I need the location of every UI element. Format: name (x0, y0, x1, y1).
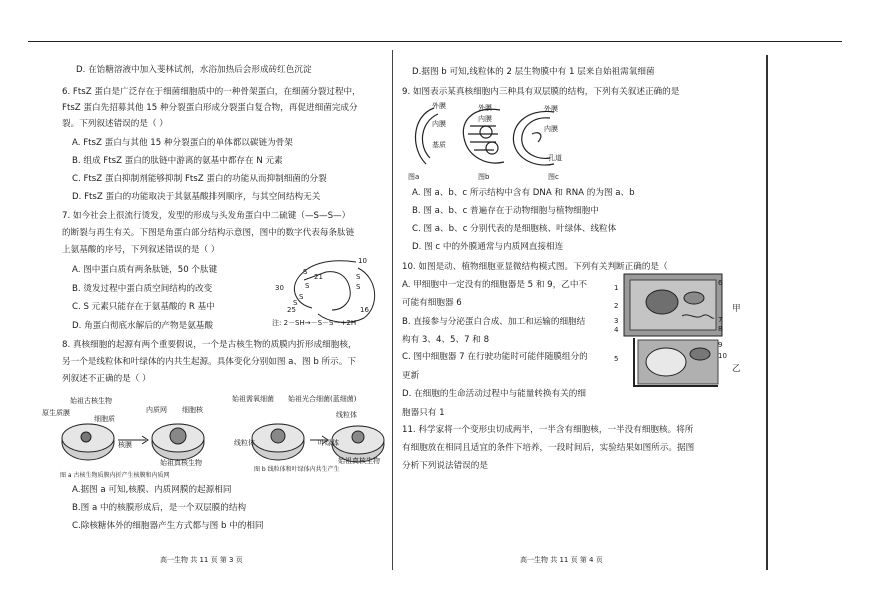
q6-option-c: C. FtsZ 蛋白抑制剂能够抑制 FtsZ 蛋白的功能从而抑制细菌的分裂 (72, 174, 327, 184)
q10-option-b: B. 直接参与分泌蛋白合成、加工和运输的细胞结 (402, 317, 586, 327)
structure-2-label: 2 (614, 302, 619, 310)
structure-3-label: 3 (614, 317, 619, 325)
cell-jia-label: 甲 (732, 304, 741, 314)
fig9a-matrix-label: 基质 (432, 141, 446, 149)
sulfur-atom: S (299, 293, 304, 301)
fig9c-caption: 图c (548, 173, 559, 181)
q7-option-a: A. 图中蛋白质有两条肽链，50 个肽键 (72, 265, 218, 275)
q8-option-d: D.据图 b 可知,线粒体的 2 层生物膜中有 1 层来自始祖需氧细菌 (412, 67, 655, 77)
fig9b-outer-membrane-label: 外膜 (478, 104, 492, 112)
q6-stem-2: FtsZ 蛋白先招募其他 15 种分裂蛋白形成分裂蛋白复合物，再促进细菌完成分 (62, 103, 358, 113)
fig9a-caption: 图a (408, 173, 420, 181)
residue-25: 25 (287, 306, 296, 314)
top-rule (28, 41, 842, 42)
keratin-chains (268, 256, 388, 326)
structure-10-label: 10 (718, 352, 727, 360)
fig-b-eukaryote-label: 始祖真核生物 (338, 457, 380, 465)
fig-a-er-label: 内质网 (146, 406, 167, 414)
q10-option-c: C. 图中细胞器 7 在行驶功能时可能伴随膜组分的 (402, 352, 588, 362)
structure-9-label: 9 (718, 341, 723, 349)
fig9a-outer-membrane-label: 外膜 (432, 102, 446, 110)
q9-option-d: D. 图 c 中的外膜通常与内质网直接相连 (412, 242, 564, 252)
fig9a-inner-membrane-label: 内膜 (432, 120, 446, 128)
structure-5-label: 5 (614, 355, 619, 363)
q6-stem: 6. FtsZ 蛋白是广泛存在于细菌细胞质中的一种骨架蛋白，在细菌分裂过程中， (62, 87, 361, 97)
q9-option-b: B. 图 a、b、c 普遍存在于动物细胞与植物细胞中 (412, 206, 599, 216)
fig-a-nuclear-envelope-label: 核膜 (118, 441, 132, 449)
q10-option-a: A. 甲细胞中一定没有的细胞器是 5 和 9，乙中不 (402, 280, 588, 290)
keratin-note: 注: 2－SH→－S－S－+2H (272, 319, 357, 327)
fig-b-caption: 图 b 线粒体和叶绿体内共生产生 (254, 466, 340, 473)
q9-option-a: A. 图 a、b、c 所示结构中含有 DNA 和 RNA 的为图 a、b (412, 188, 635, 198)
sulfur-atom: S (293, 299, 298, 307)
q8-option-b: B.图 a 中的核膜形成后，是一个双层膜的结构 (72, 503, 247, 513)
structure-8-label: 8 (718, 325, 723, 333)
left-footer: 高一生物 共 11 页 第 3 页 (160, 556, 243, 564)
sulfur-atom: S (356, 283, 361, 291)
q7-option-b: B. 烫发过程中蛋白质空间结构的改变 (72, 284, 213, 294)
q10-stem: 10. 如图是动、植物细胞亚显微结构模式图。下列有关判断正确的是（ (402, 262, 668, 272)
fig-a-archaea-label: 始祖古核生物 (70, 397, 112, 405)
structure-1-label: 1 (614, 284, 619, 292)
fig-a-eukaryote-label: 始祖真核生物 (160, 459, 202, 467)
fig9b-caption: 图b (478, 173, 490, 181)
fig9c-pore-label: 孔道 (548, 154, 562, 162)
residue-10: 10 (358, 257, 367, 265)
q11-stem: 11. 科学家将一个变形虫切成两半，一半含有细胞核，一半没有细胞核。将所 (402, 425, 694, 435)
q8-stem: 8. 真核细胞的起源有两个重要假说，一个是古核生物的质膜内折形成细胞核， (62, 340, 357, 350)
structure-7-label: 7 (718, 316, 723, 324)
fig-b-cyanobacteria-label: 始祖光合细菌(蓝细菌) (288, 395, 357, 403)
q6-option-b: B. 组成 FtsZ 蛋白的肽链中游离的氨基中都存在 N 元素 (72, 156, 283, 166)
q7-option-c: C. S 元素只能存在于氨基酸的 R 基中 (72, 302, 215, 312)
q5-option-d: D. 在饴糖溶液中加入斐林试剂，水浴加热后会形成砖红色沉淀 (76, 65, 312, 75)
cell-yi-label: 乙 (732, 364, 741, 374)
fig-a-caption: 图 a 古核生物质膜内折产生核膜和内质网 (60, 472, 170, 479)
fig9c-inner-membrane-label: 内膜 (544, 125, 558, 133)
fig9b-inner-membrane-label: 内膜 (478, 115, 492, 123)
q8-stem-2: 另一个是线粒体和叶绿体的内共生起源。具体变化分别如图 a、图 b 所示。下 (62, 357, 356, 367)
q7-stem-2: 的断裂与再生有关。下图是角蛋白部分结构示意图，图中的数字代表每条肽链 (62, 228, 355, 238)
q6-stem-3: 裂。下列叙述错误的是（ ） (62, 119, 168, 129)
q6-option-d: D. FtsZ 蛋白的功能取决于其氨基酸排列顺序，与其空间结构无关 (72, 192, 321, 202)
cell-drawing (622, 272, 724, 390)
q10-option-d: D. 在细胞的生命活动过程中与能量转换有关的细 (402, 389, 586, 399)
q7-stem: 7. 如今社会上很流行烫发，发型的形成与头发角蛋白中二硫键（—S—S—） (62, 211, 351, 221)
q10-option-b-2: 构有 3、4、5、7 和 8 (402, 335, 490, 345)
fig-a-plasma-membrane-label: 原生质膜 (42, 409, 70, 417)
q11-stem-3: 分析下列说法错误的是 (402, 461, 488, 471)
page-divider (392, 50, 393, 570)
fig-b-aerobe-label: 始祖需氧细菌 (232, 395, 274, 403)
q7-stem-3: 上氨基酸的序号，下列叙述错误的是（ ） (62, 245, 220, 255)
q10-option-a-2: 可能有细胞器 6 (402, 298, 462, 308)
fig-b-chloroplast-label: 叶绿体 (318, 439, 339, 447)
q9-stem: 9. 如图表示某真核细胞内三种具有双层膜的结构，下列有关叙述正确的是 (402, 87, 680, 97)
fig-a-nucleus-label: 细胞核 (182, 406, 203, 414)
q8-option-a: A.据图 a 可知,核膜、内质网膜的起源相同 (72, 485, 232, 495)
sulfur-atom: S (303, 268, 308, 276)
residue-21: 21 (314, 273, 323, 281)
q6-option-a: A. FtsZ 蛋白与其他 15 种分裂蛋白的单体都以碳链为骨架 (72, 138, 293, 148)
fig-b-mitochondrion-label-2: 线粒体 (234, 439, 255, 447)
structure-4-label: 4 (614, 326, 619, 334)
sulfur-atom: S (305, 282, 310, 290)
right-footer: 高一生物 共 11 页 第 4 页 (520, 556, 603, 564)
q10-option-d-2: 胞器只有 1 (402, 408, 445, 418)
right-page-edge (766, 55, 768, 570)
residue-30: 30 (275, 284, 284, 292)
q11-stem-2: 有细胞放在相同且适宜的条件下培养，一段时间后，实验结果如图所示。据图 (402, 443, 695, 453)
q7-option-d: D. 角蛋白彻底水解后的产物是氨基酸 (72, 321, 213, 331)
q9-option-c: C. 图 a、b、c 分别代表的是细胞核、叶绿体、线粒体 (412, 224, 617, 234)
structure-6-label: 6 (718, 279, 723, 287)
residue-16: 16 (360, 306, 369, 314)
fig-b-mitochondrion-label: 线粒体 (336, 411, 357, 419)
q8-stem-3: 列叙述不正确的是（ ） (62, 374, 151, 384)
fig9c-outer-membrane-label: 外膜 (544, 105, 558, 113)
q10-option-c-2: 更新 (402, 371, 420, 381)
sulfur-atom: S (356, 273, 361, 281)
q8-option-c: C.除核糖体外的细胞器产生方式都与图 b 中的相同 (72, 521, 264, 531)
fig-a-cytoplasm-label: 细胞质 (94, 415, 115, 423)
